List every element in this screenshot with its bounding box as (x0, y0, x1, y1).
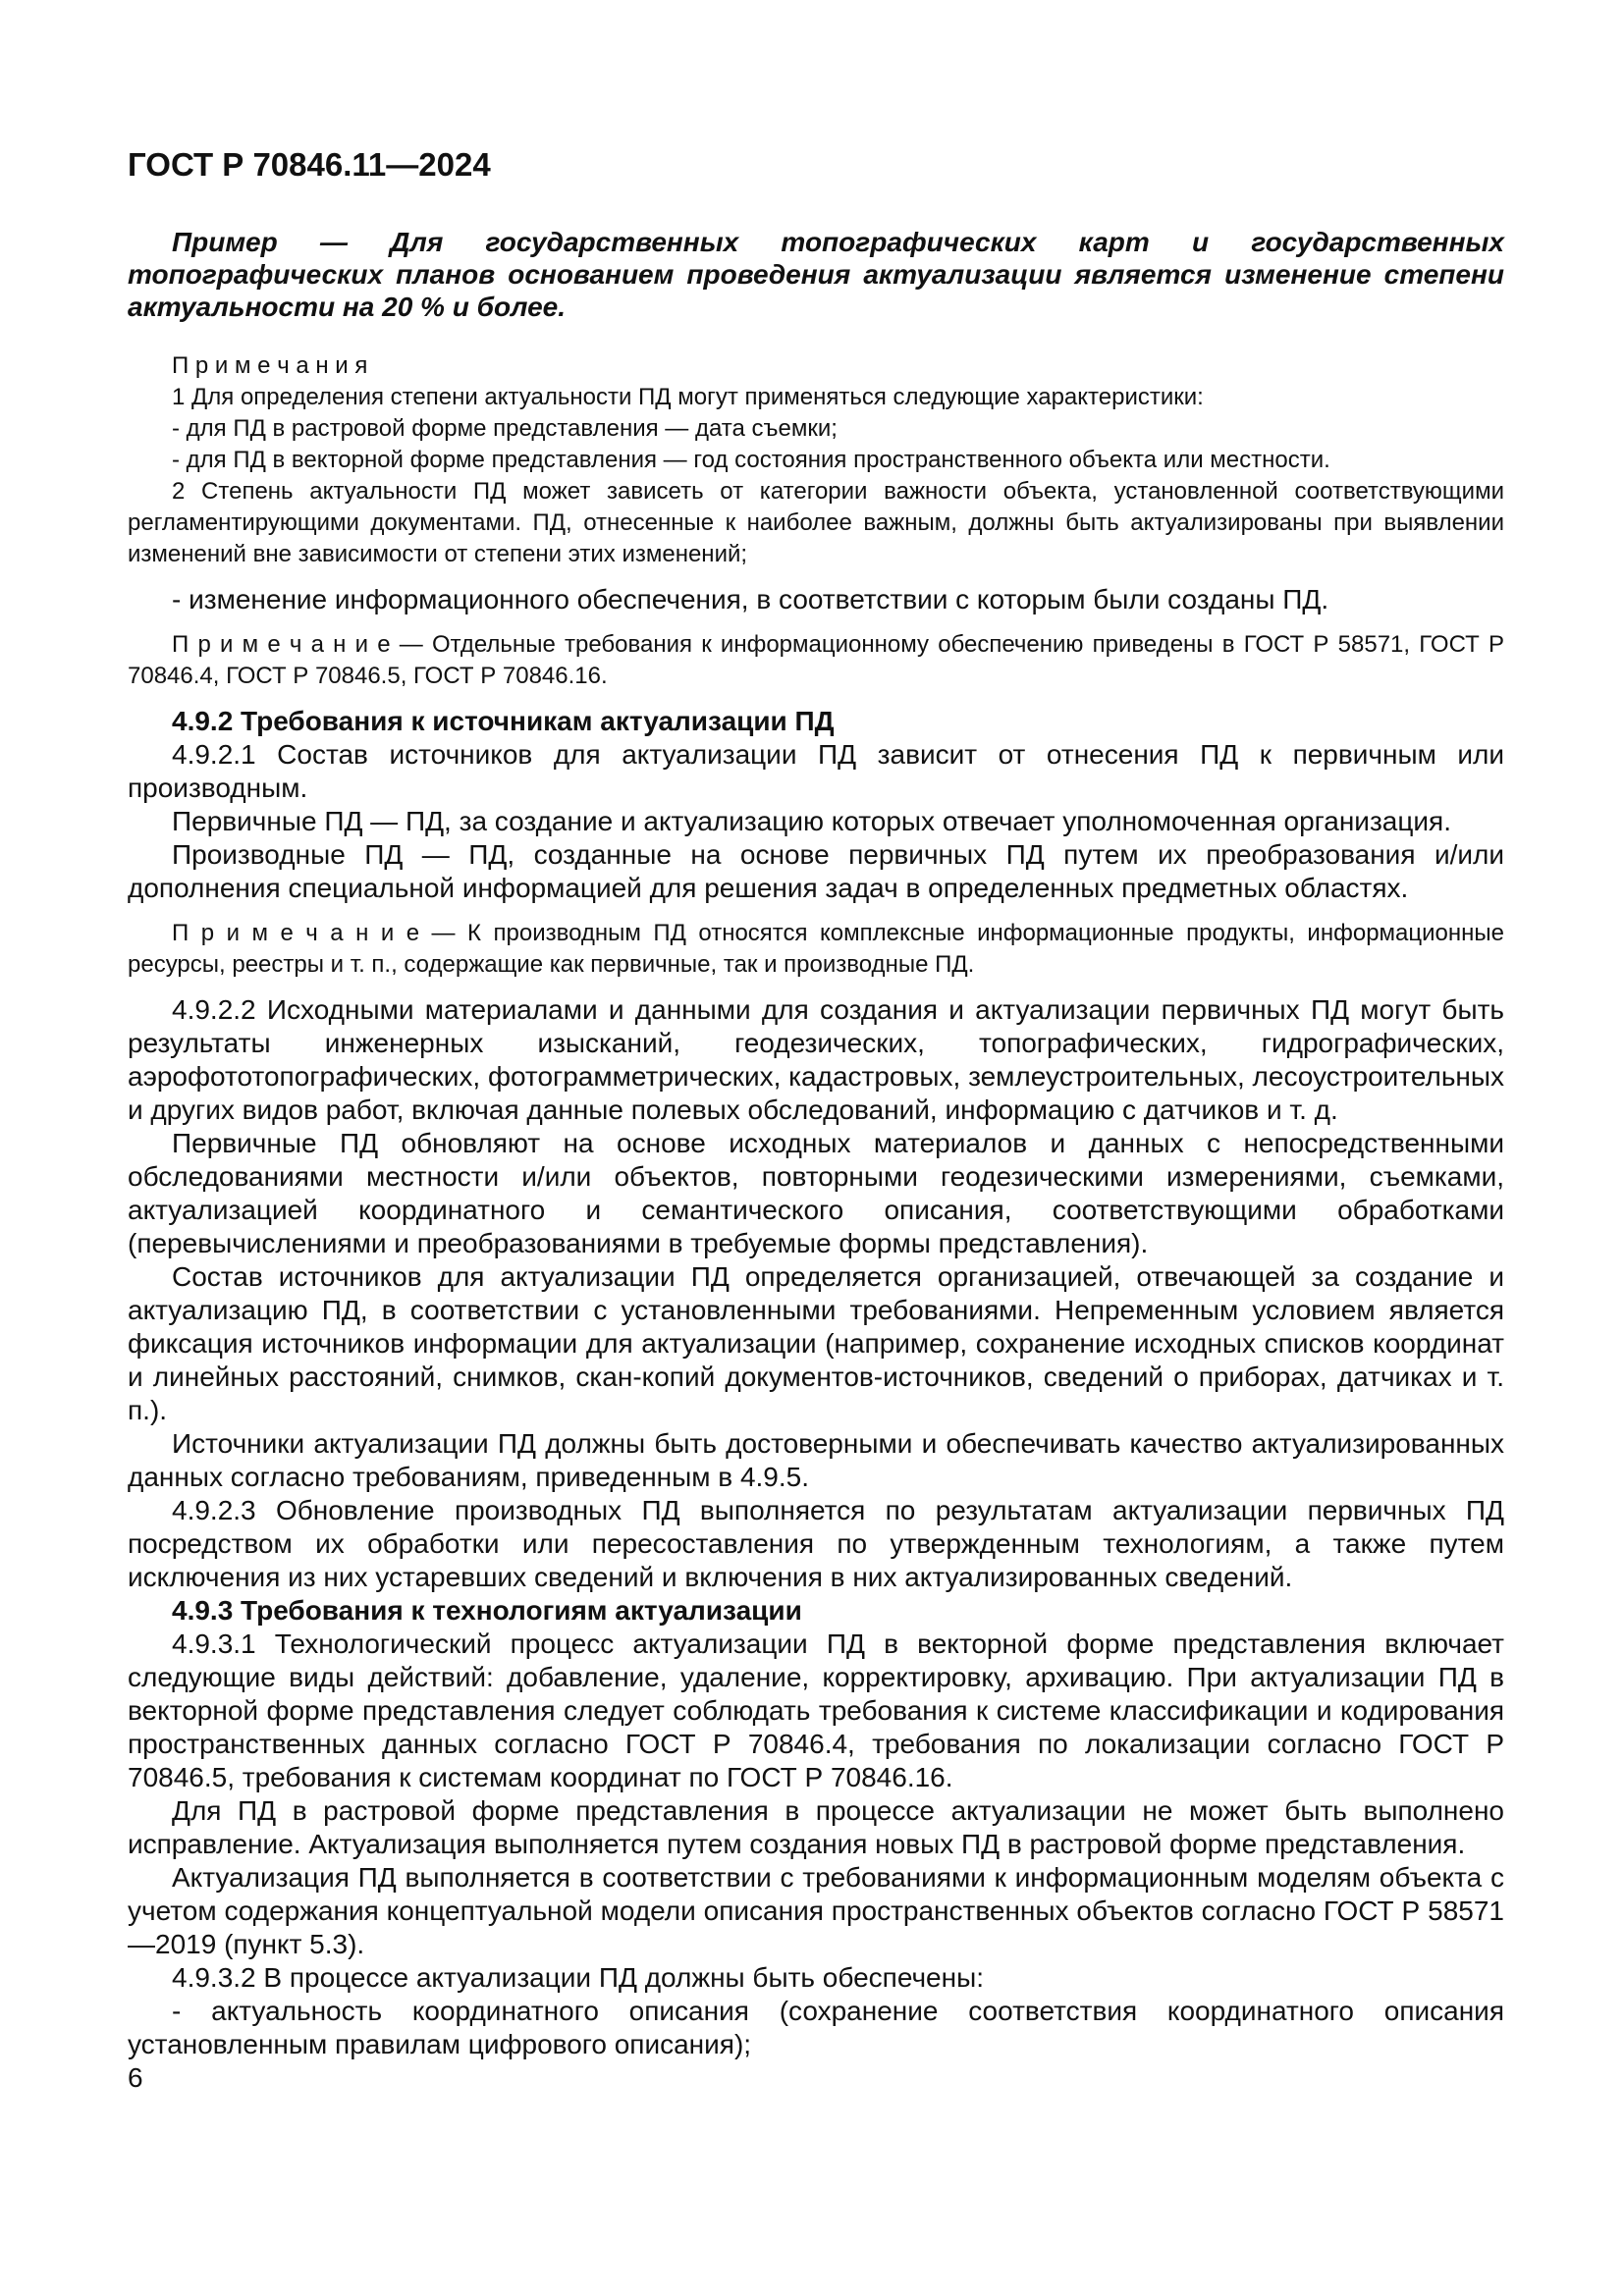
bullet-info-change: - изменение информационного обеспечения, в соответствии с которым были созданы ПД. (172, 584, 1329, 614)
paragraph-primary-pd: Первичные ПД — ПД, за создание и актуализацию которых отвечает уполномоченная организация. (172, 806, 1451, 836)
paragraph-4-9-2-1: 4.9.2.1 Состав источников для актуализации ПД зависит от отнесения ПД к первичным или производным. (128, 739, 1504, 803)
note-item-raster: - для ПД в растровой форме представления — дата съемки; (172, 415, 838, 442)
section-heading-4-9-2: 4.9.2 Требования к источникам актуализации ПД (172, 706, 835, 736)
note-item-2: 2 Степень актуальности ПД может зависеть от категории важности объекта, установленной соответствующими регламентирующими документами. ПД, отнесенные к наиболее важным, должны быть актуализированы при выявлении изменений вне зависимости от степени этих изменений; (128, 478, 1504, 567)
note-item-1: 1 Для определения степени актуальности ПД могут применяться следующие характеристики: (172, 384, 1204, 410)
paragraph-4-9-3-1: 4.9.3.1 Технологический процесс актуализации ПД в векторной форме представления включает следующие виды действий: добавление, удаление, корректировку, архивацию. При актуализации ПД в векторной форме представления следует соблюдать требования к системе классификации и кодирования пространственных данных согласно ГОСТ Р 70846.4, требования по локализации согласно ГОСТ Р 70846.5, требования к системам координат по ГОСТ Р 70846.16. (128, 1629, 1504, 1792)
paragraph-4-9-3-2: 4.9.3.2 В процессе актуализации ПД должны быть обеспечены: (172, 1962, 984, 1993)
paragraph-sources-reliability: Источники актуализации ПД должны быть достоверными и обеспечивать качество актуализированных данных согласно требованиям, приведенным в 4.9.5. (128, 1428, 1504, 1492)
example-paragraph: Пример — Для государственных топографических карт и государственных топографических планов основанием проведения актуализации является изменение степени актуальности на 20 % и более. (128, 227, 1504, 322)
section-heading-4-9-3: 4.9.3 Требования к технологиям актуализации (172, 1595, 802, 1626)
paragraph-info-models: Актуализация ПД выполняется в соответствии с требованиями к информационным моделям объекта с учетом содержания концептуальной модели описания пространственных объектов согласно ГОСТ Р 58571—2019 (пункт 5.3). (128, 1862, 1504, 1959)
note-item-vector: - для ПД в векторной форме представления — год состояния пространственного объекта или местности. (172, 447, 1330, 473)
bullet-coordinate-actuality: - актуальность координатного описания (сохранение соответствия координатного описания установленным правилам цифрового описания); (128, 1996, 1504, 2059)
note-derived-pd: П р и м е ч а н и е — К производным ПД относятся комплексные информационные продукты, информационные ресурсы, реестры и т. п., содержащие как первичные, так и производные ПД. (128, 920, 1504, 978)
note-info-support: П р и м е ч а н и е — Отдельные требования к информационному обеспечению приведены в ГОСТ Р 58571, ГОСТ Р 70846.4, ГОСТ Р 70846.5, ГОСТ Р 70846.16. (128, 631, 1504, 689)
paragraph-raster-update: Для ПД в растровой форме представления в процессе актуализации не может быть выполнено исправление. Актуализация выполняется путем создания новых ПД в растровой форме представления. (128, 1795, 1504, 1859)
paragraph-derived-pd: Производные ПД — ПД, созданные на основе первичных ПД путем их преобразования и/или дополнения специальной информацией для решения задач в определенных предметных областях. (128, 839, 1504, 903)
page-number: 6 (128, 2062, 143, 2093)
page-content (128, 145, 1504, 2061)
paragraph-primary-update: Первичные ПД обновляют на основе исходных материалов и данных с непосредственными обследованиями местности и/или объектов, повторными геодезическими измерениями, съемками, актуализацией координатного и семантического описания, соответствующими обработками (перевычислениями и преобразованиями в требуемые формы представления). (128, 1128, 1504, 1258)
notes-block (128, 350, 1504, 570)
notes-title: П р и м е ч а н и я (172, 352, 368, 379)
paragraph-4-9-2-2: 4.9.2.2 Исходными материалами и данными для создания и актуализации первичных ПД могут быть результаты инженерных изысканий, геодезических, топографических, гидрографических, аэрофототопографических, фотограмметрических, кадастровых, землеустроительных, лесоустроительных и других видов работ, включая данные полевых обследований, информацию с датчиков и т. д. (128, 994, 1504, 1125)
doc-code-header: ГОСТ Р 70846.11—2024 (128, 146, 491, 183)
paragraph-4-9-2-3: 4.9.2.3 Обновление производных ПД выполняется по результатам актуализации первичных ПД посредством их обработки или пересоставления по утвержденным технологиям, а также путем исключения из них устаревших сведений и включения в них актуализированных сведений. (128, 1495, 1504, 1592)
paragraph-sources-composition: Состав источников для актуализации ПД определяется организацией, отвечающей за создание и актуализацию ПД, в соответствии с установленными требованиями. Непременным условием является фиксация источников информации для актуализации (например, сохранение исходных списков координат и линейных расстояний, снимков, скан-копий документов-источников, сведений о приборах, датчиках и т. п.). (128, 1261, 1504, 1425)
